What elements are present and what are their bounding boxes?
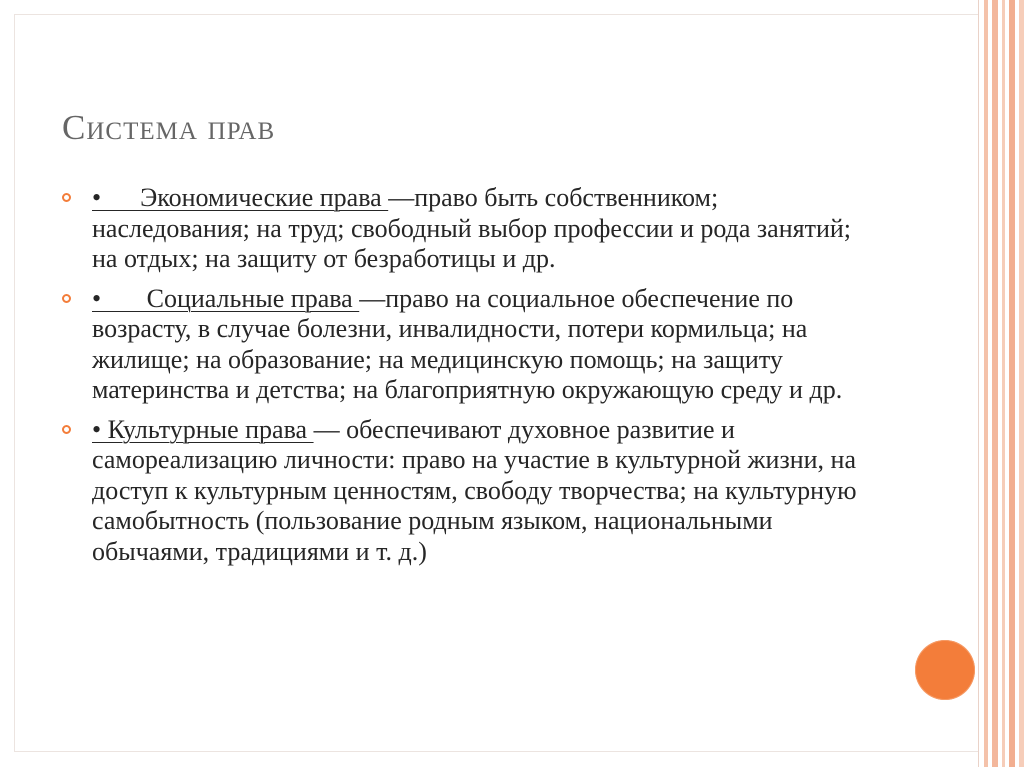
bullet-icon [62, 193, 71, 202]
stripe [992, 0, 998, 767]
list-item-economic-rights [62, 183, 872, 275]
item-heading: • Социальные права [92, 283, 360, 313]
list-item-cultural-rights [62, 415, 872, 568]
item-text: — обеспечивают духовное развитие и самореализацию личности: право на участие в культурной жизни, на доступ к культурным ценностям, свободу творчества; на культурную самобытность (пользование родным языком, национальными обычаями, традициями и т. д.) [92, 414, 857, 566]
list-item-social-rights [62, 284, 872, 406]
item-text: —право быть собственником; наследования; на труд; свободный выбор профессии и рода занятий; на отдых; на защиту от безработицы и др. [92, 183, 851, 273]
decorative-stripes [984, 0, 1024, 767]
stripe [1019, 0, 1024, 767]
bullet-icon [62, 425, 71, 434]
frame-top-line [14, 14, 978, 15]
stripe [1009, 0, 1015, 767]
item-heading: • Культурные права [92, 414, 314, 444]
frame-right-line [978, 0, 979, 767]
frame-bottom-line [14, 751, 978, 752]
bullet-list [62, 183, 872, 576]
bullet-icon [62, 294, 71, 303]
stripe [984, 0, 988, 767]
stripe [1002, 0, 1005, 767]
item-heading: • Экономические права [92, 183, 389, 212]
item-text: —право на социальное обеспечение по возрасту, в случае болезни, инвалидности, потери кормильца; на жилище; на образование; на медицинскую помощь; на защиту материнства и детства; на благоприятную окружающую среду и др. [92, 283, 843, 404]
frame-left-line [14, 14, 15, 751]
slide-title: Система прав [62, 108, 276, 147]
orange-circle-decoration [915, 640, 975, 700]
